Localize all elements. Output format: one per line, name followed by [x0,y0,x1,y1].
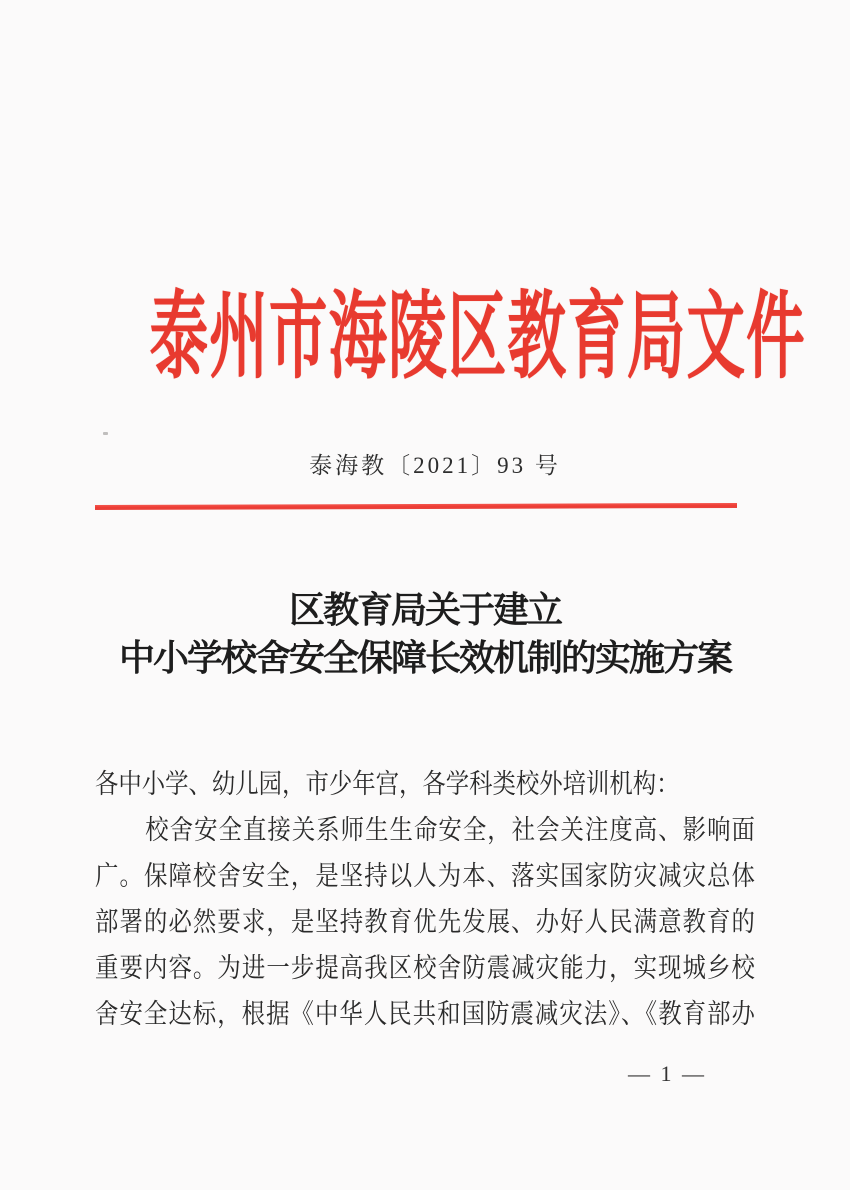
salutation-line: 各中小学、幼儿园，市少年宫，各学科类校外培训机构： [95,769,680,799]
page-number: — 1 — [628,1061,704,1086]
body-line: 舍安全达标，根据《中华人民共和国防震减灾法》、《教育部办 [95,999,755,1029]
scan-artifact-speck [103,432,108,435]
document-title-line-2: 中小学校舍安全保障长效机制的实施方案 [118,638,731,678]
body-text [95,761,755,1037]
body-line: 广。保障校舍安全，是坚持以人为本、落实国家防灾减灾总体 [95,861,755,891]
body-line: 部署的必然要求，是坚持教育优先发展、办好人民满意教育的 [95,907,755,937]
document-title-line-1: 区教育局关于建立 [288,590,561,630]
agency-header-title: 泰州市海陵区教育局文件 [149,284,806,390]
document-title [0,586,850,682]
body-line: 重要内容。为进一步提高我区校舍防震减灾能力，实现城乡校 [95,953,755,983]
red-separator-line [95,503,737,510]
body-line: 校舍安全直接关系师生生命安全，社会关注度高、影响面 [145,815,755,845]
document-number: 泰海教〔2021〕93 号 [309,453,561,478]
